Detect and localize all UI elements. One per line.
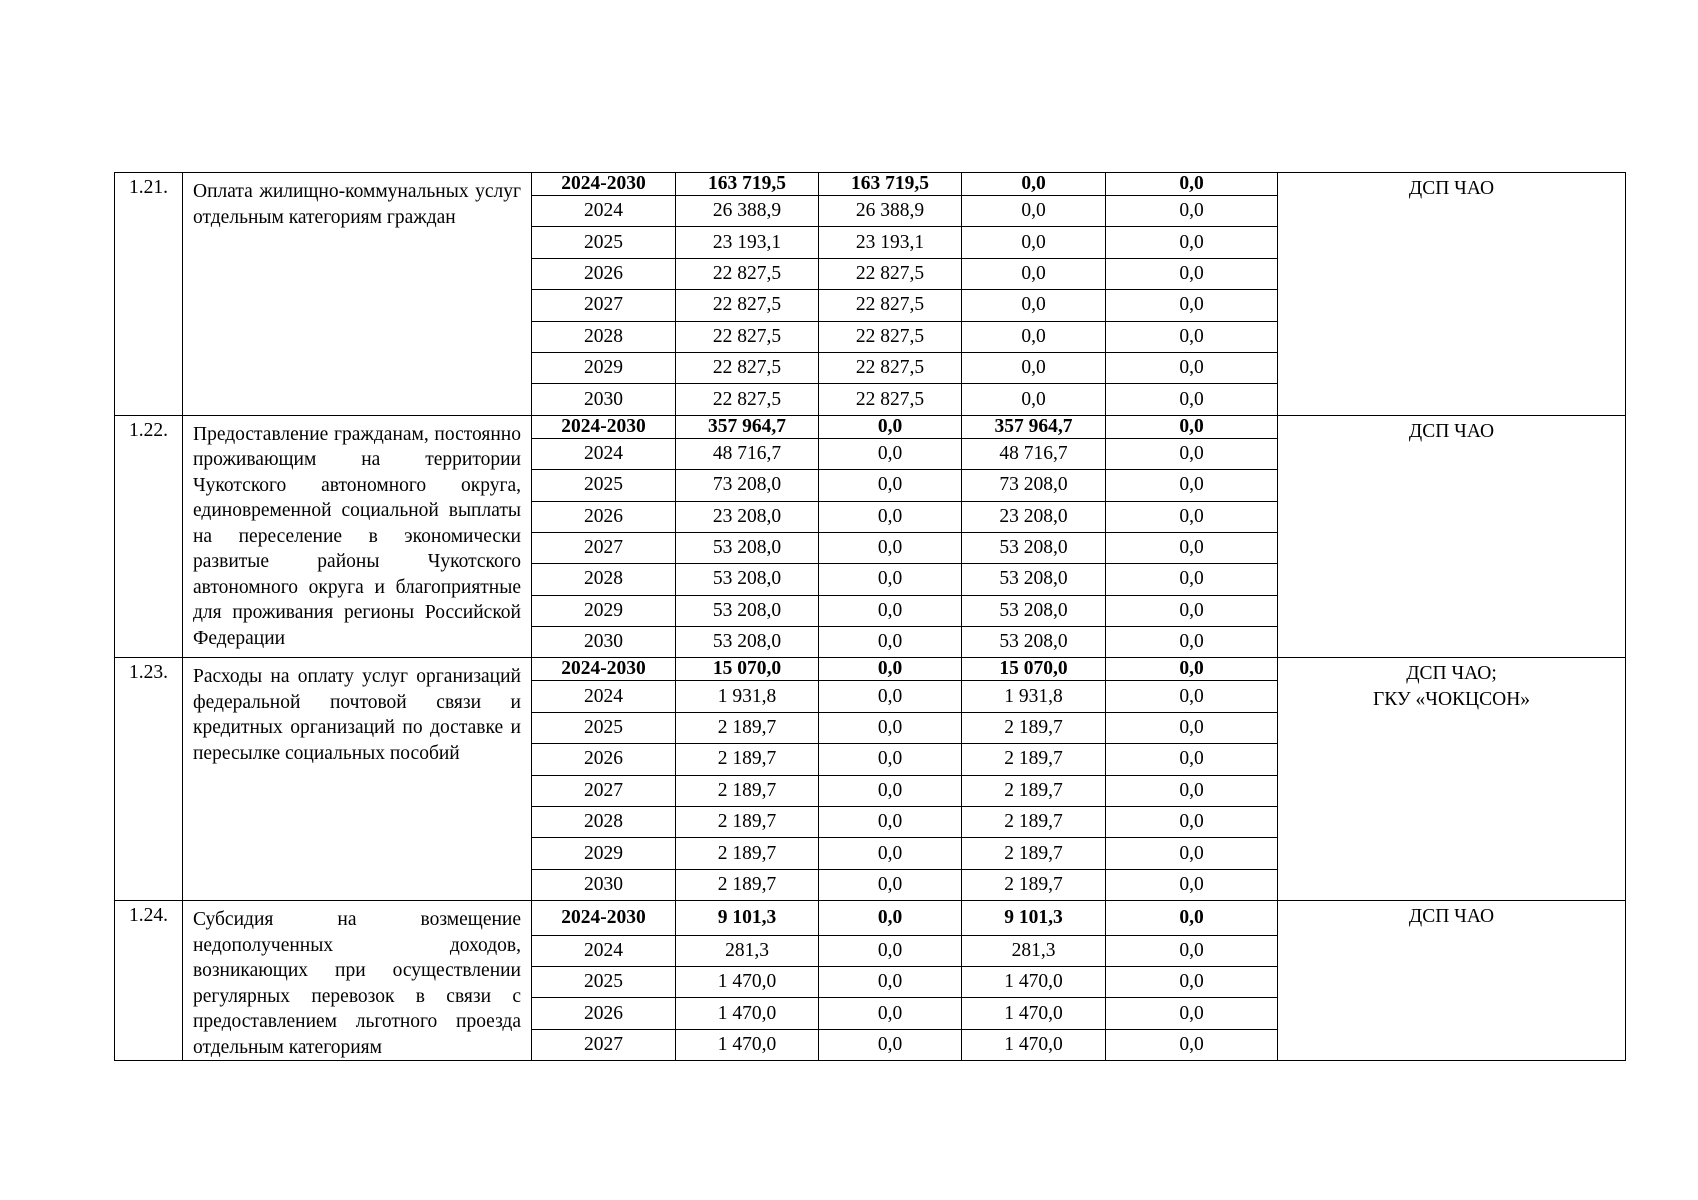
period-cell: 2027	[532, 775, 676, 806]
district-budget-cell: 2 189,7	[962, 775, 1106, 806]
federal-budget-cell: 0,0	[819, 415, 962, 438]
federal-budget-cell: 0,0	[819, 438, 962, 469]
district-budget-cell: 53 208,0	[962, 564, 1106, 595]
period-cell: 2028	[532, 564, 676, 595]
section-total-row	[115, 173, 1626, 196]
period-cell: 2029	[532, 838, 676, 869]
federal-budget-cell: 0,0	[819, 935, 962, 966]
total-amount-cell: 22 827,5	[676, 258, 819, 289]
district-budget-cell: 53 208,0	[962, 532, 1106, 563]
other-sources-cell: 0,0	[1106, 196, 1278, 227]
total-amount-cell: 1 470,0	[676, 1029, 819, 1060]
district-budget-cell: 2 189,7	[962, 869, 1106, 900]
federal-budget-cell: 22 827,5	[819, 352, 962, 383]
district-budget-cell: 0,0	[962, 290, 1106, 321]
period-cell: 2026	[532, 501, 676, 532]
district-budget-cell: 281,3	[962, 935, 1106, 966]
district-budget-cell: 53 208,0	[962, 627, 1106, 658]
district-budget-cell: 0,0	[962, 227, 1106, 258]
other-sources-cell: 0,0	[1106, 1029, 1278, 1060]
other-sources-cell: 0,0	[1106, 627, 1278, 658]
section-number: 1.23.	[115, 658, 183, 901]
total-amount-cell: 22 827,5	[676, 352, 819, 383]
federal-budget-cell: 22 827,5	[819, 258, 962, 289]
period-cell: 2030	[532, 869, 676, 900]
period-cell: 2024-2030	[532, 415, 676, 438]
total-amount-cell: 22 827,5	[676, 384, 819, 415]
federal-budget-cell: 0,0	[819, 532, 962, 563]
federal-budget-cell: 23 193,1	[819, 227, 962, 258]
total-amount-cell: 53 208,0	[676, 595, 819, 626]
federal-budget-cell: 0,0	[819, 998, 962, 1029]
period-cell: 2024-2030	[532, 173, 676, 196]
other-sources-cell: 0,0	[1106, 744, 1278, 775]
other-sources-cell: 0,0	[1106, 681, 1278, 712]
total-amount-cell: 2 189,7	[676, 869, 819, 900]
period-cell: 2027	[532, 532, 676, 563]
other-sources-cell: 0,0	[1106, 227, 1278, 258]
other-sources-cell: 0,0	[1106, 384, 1278, 415]
period-cell: 2024	[532, 438, 676, 469]
period-cell: 2025	[532, 227, 676, 258]
total-amount-cell: 22 827,5	[676, 290, 819, 321]
period-cell: 2025	[532, 470, 676, 501]
federal-budget-cell: 0,0	[819, 744, 962, 775]
other-sources-cell: 0,0	[1106, 869, 1278, 900]
total-amount-cell: 53 208,0	[676, 627, 819, 658]
period-cell: 2030	[532, 627, 676, 658]
federal-budget-cell: 0,0	[819, 501, 962, 532]
section-total-row	[115, 658, 1626, 681]
district-budget-cell: 1 470,0	[962, 998, 1106, 1029]
total-amount-cell: 163 719,5	[676, 173, 819, 196]
period-cell: 2025	[532, 967, 676, 998]
period-cell: 2024	[532, 681, 676, 712]
other-sources-cell: 0,0	[1106, 258, 1278, 289]
federal-budget-cell: 0,0	[819, 712, 962, 743]
period-cell: 2024	[532, 935, 676, 966]
district-budget-cell: 1 470,0	[962, 1029, 1106, 1060]
responsible-executor: ДСП ЧАО; ГКУ «ЧОКЦСОН»	[1278, 658, 1626, 901]
federal-budget-cell: 0,0	[819, 627, 962, 658]
district-budget-cell: 0,0	[962, 258, 1106, 289]
section-total-row	[115, 901, 1626, 935]
other-sources-cell: 0,0	[1106, 838, 1278, 869]
federal-budget-cell: 22 827,5	[819, 384, 962, 415]
total-amount-cell: 22 827,5	[676, 321, 819, 352]
total-amount-cell: 2 189,7	[676, 775, 819, 806]
section-total-row	[115, 415, 1626, 438]
period-cell: 2026	[532, 744, 676, 775]
district-budget-cell: 0,0	[962, 321, 1106, 352]
period-cell: 2028	[532, 321, 676, 352]
period-cell: 2026	[532, 258, 676, 289]
other-sources-cell: 0,0	[1106, 352, 1278, 383]
federal-budget-cell: 22 827,5	[819, 290, 962, 321]
period-cell: 2027	[532, 290, 676, 321]
federal-budget-cell: 22 827,5	[819, 321, 962, 352]
other-sources-cell: 0,0	[1106, 967, 1278, 998]
federal-budget-cell: 0,0	[819, 775, 962, 806]
total-amount-cell: 2 189,7	[676, 712, 819, 743]
other-sources-cell: 0,0	[1106, 658, 1278, 681]
federal-budget-cell: 0,0	[819, 595, 962, 626]
federal-budget-cell: 0,0	[819, 807, 962, 838]
total-amount-cell: 48 716,7	[676, 438, 819, 469]
total-amount-cell: 281,3	[676, 935, 819, 966]
district-budget-cell: 0,0	[962, 196, 1106, 227]
district-budget-cell: 53 208,0	[962, 595, 1106, 626]
period-cell: 2026	[532, 998, 676, 1029]
other-sources-cell: 0,0	[1106, 415, 1278, 438]
period-cell: 2024-2030	[532, 658, 676, 681]
other-sources-cell: 0,0	[1106, 595, 1278, 626]
district-budget-cell: 48 716,7	[962, 438, 1106, 469]
total-amount-cell: 357 964,7	[676, 415, 819, 438]
period-cell: 2025	[532, 712, 676, 743]
period-cell: 2030	[532, 384, 676, 415]
section-number: 1.22.	[115, 415, 183, 658]
total-amount-cell: 26 388,9	[676, 196, 819, 227]
section-number: 1.24.	[115, 901, 183, 1061]
district-budget-cell: 2 189,7	[962, 807, 1106, 838]
section-number: 1.21.	[115, 173, 183, 416]
district-budget-cell: 357 964,7	[962, 415, 1106, 438]
district-budget-cell: 0,0	[962, 173, 1106, 196]
period-cell: 2029	[532, 595, 676, 626]
district-budget-cell: 2 189,7	[962, 712, 1106, 743]
total-amount-cell: 73 208,0	[676, 470, 819, 501]
program-funding-table	[114, 172, 1626, 1061]
period-cell: 2028	[532, 807, 676, 838]
responsible-executor: ДСП ЧАО	[1278, 173, 1626, 416]
other-sources-cell: 0,0	[1106, 775, 1278, 806]
federal-budget-cell: 0,0	[819, 681, 962, 712]
district-budget-cell: 0,0	[962, 384, 1106, 415]
other-sources-cell: 0,0	[1106, 998, 1278, 1029]
other-sources-cell: 0,0	[1106, 470, 1278, 501]
total-amount-cell: 2 189,7	[676, 807, 819, 838]
period-cell: 2024-2030	[532, 901, 676, 935]
district-budget-cell: 73 208,0	[962, 470, 1106, 501]
federal-budget-cell: 0,0	[819, 1029, 962, 1060]
total-amount-cell: 23 208,0	[676, 501, 819, 532]
total-amount-cell: 1 470,0	[676, 967, 819, 998]
district-budget-cell: 2 189,7	[962, 744, 1106, 775]
period-cell: 2024	[532, 196, 676, 227]
other-sources-cell: 0,0	[1106, 712, 1278, 743]
total-amount-cell: 23 193,1	[676, 227, 819, 258]
other-sources-cell: 0,0	[1106, 290, 1278, 321]
federal-budget-cell: 163 719,5	[819, 173, 962, 196]
table-body	[115, 173, 1626, 1061]
other-sources-cell: 0,0	[1106, 807, 1278, 838]
district-budget-cell: 2 189,7	[962, 838, 1106, 869]
total-amount-cell: 2 189,7	[676, 744, 819, 775]
total-amount-cell: 15 070,0	[676, 658, 819, 681]
period-cell: 2027	[532, 1029, 676, 1060]
district-budget-cell: 0,0	[962, 352, 1106, 383]
total-amount-cell: 53 208,0	[676, 564, 819, 595]
federal-budget-cell: 0,0	[819, 869, 962, 900]
district-budget-cell: 1 470,0	[962, 967, 1106, 998]
other-sources-cell: 0,0	[1106, 901, 1278, 935]
federal-budget-cell: 0,0	[819, 838, 962, 869]
federal-budget-cell: 26 388,9	[819, 196, 962, 227]
responsible-executor: ДСП ЧАО	[1278, 415, 1626, 658]
other-sources-cell: 0,0	[1106, 501, 1278, 532]
total-amount-cell: 53 208,0	[676, 532, 819, 563]
responsible-executor: ДСП ЧАО	[1278, 901, 1626, 1061]
district-budget-cell: 9 101,3	[962, 901, 1106, 935]
total-amount-cell: 9 101,3	[676, 901, 819, 935]
federal-budget-cell: 0,0	[819, 564, 962, 595]
federal-budget-cell: 0,0	[819, 901, 962, 935]
federal-budget-cell: 0,0	[819, 470, 962, 501]
other-sources-cell: 0,0	[1106, 935, 1278, 966]
district-budget-cell: 1 931,8	[962, 681, 1106, 712]
period-cell: 2029	[532, 352, 676, 383]
section-description: Предоставление гражданам, постоянно проживающим на территории Чукотского автономного округа, единовременной социальной выплаты на переселение в экономически развитые районы Чукотского автономного округа и благоприятные для проживания регионы Российской Федерации	[183, 415, 532, 658]
other-sources-cell: 0,0	[1106, 438, 1278, 469]
other-sources-cell: 0,0	[1106, 321, 1278, 352]
district-budget-cell: 23 208,0	[962, 501, 1106, 532]
section-description: Расходы на оплату услуг организаций федеральной почтовой связи и кредитных организаций по доставке и пересылке социальных пособий	[183, 658, 532, 901]
section-description: Субсидия на возмещение недополученных доходов, возникающих при осуществлении регулярных перевозок в связи с предоставлением льготного проезда отдельным категориям	[183, 901, 532, 1061]
federal-budget-cell: 0,0	[819, 967, 962, 998]
total-amount-cell: 2 189,7	[676, 838, 819, 869]
total-amount-cell: 1 931,8	[676, 681, 819, 712]
district-budget-cell: 15 070,0	[962, 658, 1106, 681]
section-description: Оплата жилищно-коммунальных услуг отдельным категориям граждан	[183, 173, 532, 416]
other-sources-cell: 0,0	[1106, 564, 1278, 595]
total-amount-cell: 1 470,0	[676, 998, 819, 1029]
federal-budget-cell: 0,0	[819, 658, 962, 681]
other-sources-cell: 0,0	[1106, 173, 1278, 196]
other-sources-cell: 0,0	[1106, 532, 1278, 563]
